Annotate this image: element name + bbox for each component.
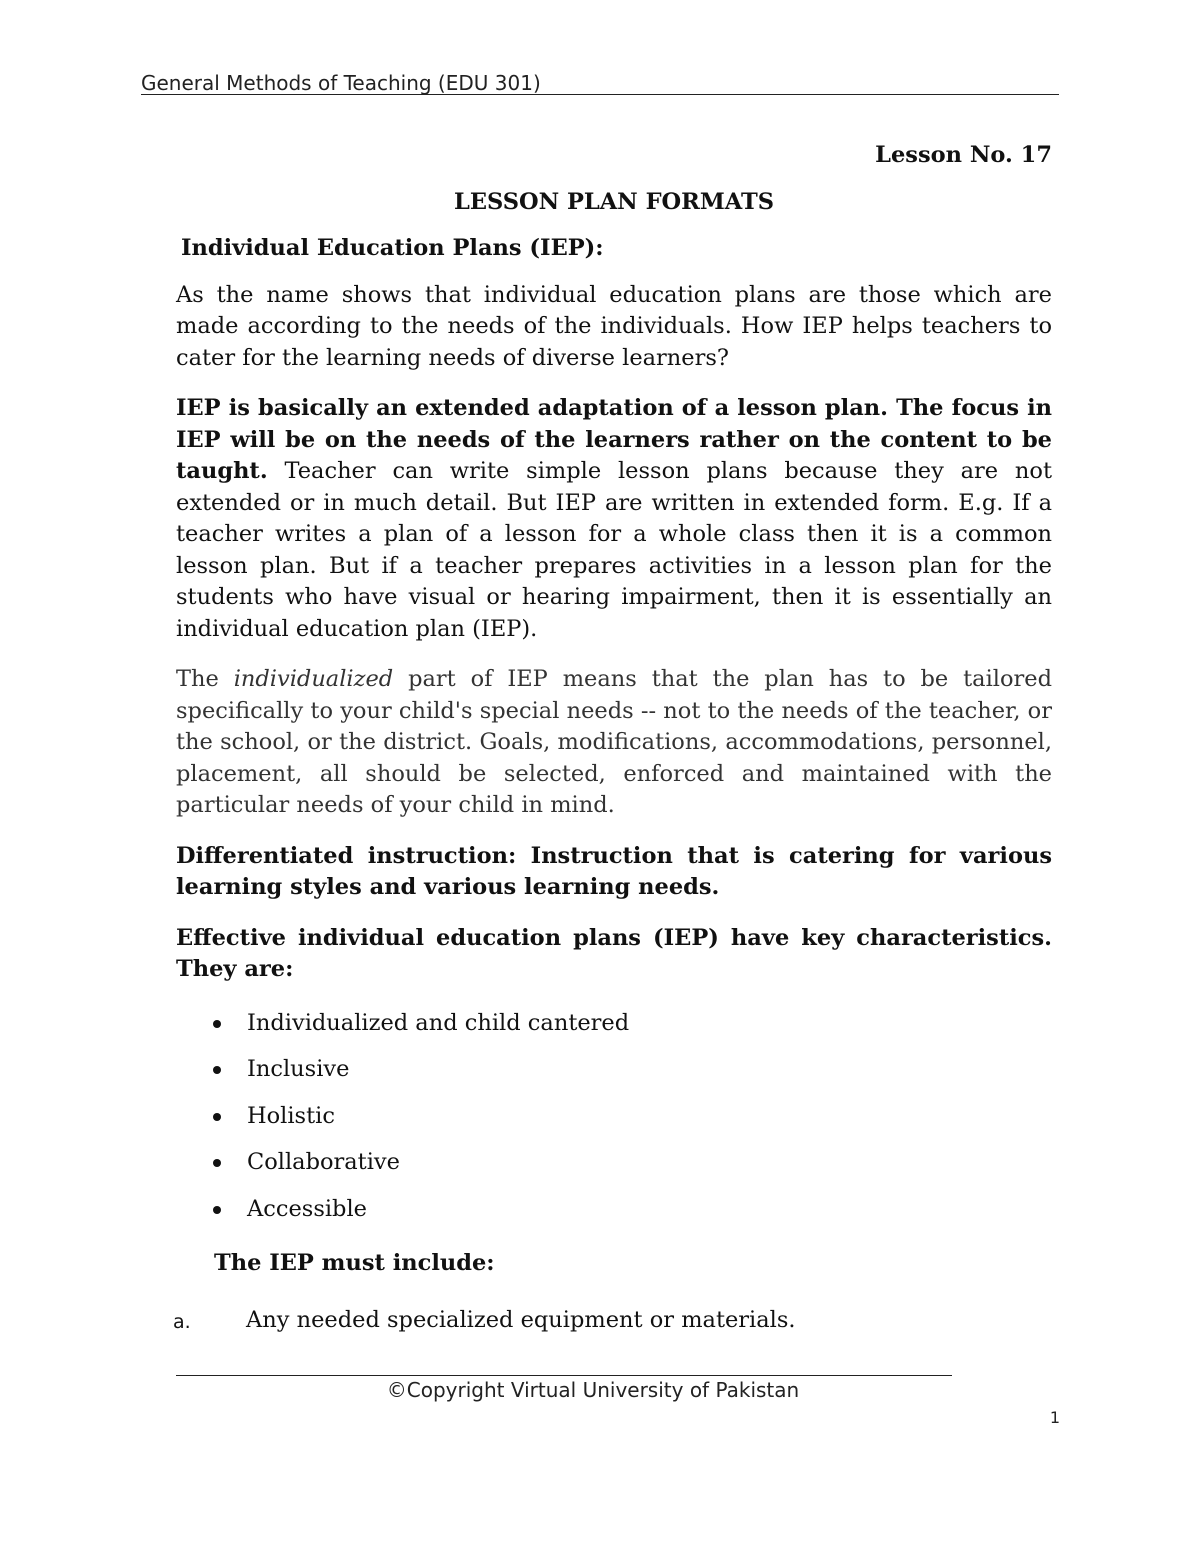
characteristics-list — [176, 1008, 1052, 1241]
bullet-icon — [213, 1020, 221, 1028]
item-marker: a. — [173, 1311, 191, 1333]
list-item-text: Holistic — [247, 1102, 335, 1129]
list-item-text: Collaborative — [247, 1149, 400, 1175]
individualized-post: part of IEP means that the plan has to be tailored specifically to your child's special needs -- not to the needs of the teacher, or the school, or the district. Goals, modifications, accommodations, personnel, placement, all should be selected, enforced and maintained with the particular needs of your child in mind. — [176, 666, 1053, 818]
list-item — [176, 1147, 1052, 1194]
iep-definition-paragraph — [176, 393, 1052, 645]
running-header — [141, 70, 1059, 95]
copyright-notice: ©Copyright Virtual University of Pakistan — [386, 1378, 800, 1402]
list-item — [176, 1101, 1052, 1148]
lesson-number: Lesson No. 17 — [875, 142, 1052, 168]
include-item-text: Any needed specialized equipment or materials. — [246, 1307, 796, 1333]
list-item-text: Inclusive — [247, 1056, 350, 1082]
list-item — [176, 1194, 1052, 1241]
lesson-title: LESSON PLAN FORMATS — [454, 188, 774, 215]
bullet-icon — [213, 1066, 221, 1074]
page-content — [173, 140, 1053, 1336]
individualized-pre: The — [176, 666, 234, 692]
section-heading-iep: Individual Education Plans (IEP): — [181, 235, 604, 261]
course-title: General Methods of Teaching (EDU 301) — [141, 71, 541, 95]
individualized-paragraph — [176, 664, 1052, 822]
list-item-text: Individualized and child cantered — [247, 1009, 630, 1036]
list-item-text: Accessible — [247, 1195, 367, 1222]
bullet-icon — [213, 1159, 221, 1167]
iep-definition-rest: Teacher can write simple lesson plans because they are not extended or in much detail. But IEP are written in extended form. E.g. If a teacher writes a plan of a lesson for a whole class then it is a common lesson plan. But if a teacher prepares activities in a lesson plan for the students who have visual or hearing impairment, then it is essentially an individual education plan (IEP). — [176, 458, 1052, 642]
list-item — [176, 1054, 1052, 1101]
effective-iep-paragraph: Effective individual education plans (IEP) have key characteristics. They are: — [176, 924, 1052, 982]
individualized-word: individualized — [233, 666, 394, 692]
page-number: 1 — [1049, 1408, 1060, 1427]
include-item — [173, 1305, 1052, 1336]
iep-include-heading: The IEP must include: — [214, 1250, 495, 1276]
iep-definition-bold: IEP is basically an extended adaptation of a lesson plan. The focus in IEP will be on the needs of the learners rather on the content to be taught. — [176, 395, 1052, 484]
intro-paragraph: As the name shows that individual education plans are those which are made according to the needs of the individuals. How IEP helps teachers to cater for the learning needs of diverse learners? — [176, 281, 1052, 371]
list-item — [176, 1008, 1052, 1055]
bullet-icon — [213, 1206, 221, 1214]
differentiated-instruction-paragraph: Differentiated instruction: Instruction that is catering for various learning styles and various learning needs. — [176, 842, 1052, 900]
bullet-icon — [213, 1113, 221, 1121]
